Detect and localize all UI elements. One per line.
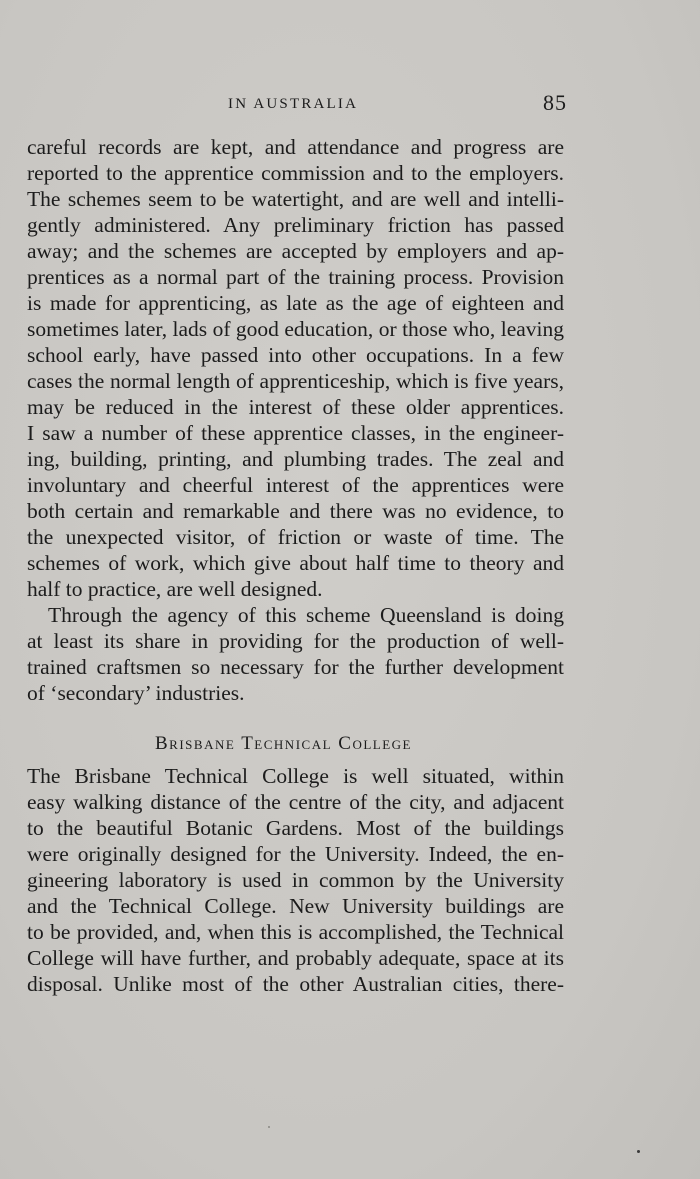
text-line: ing, building, printing, and plumbing trades. The zeal and [27,447,564,471]
running-head: IN AUSTRALIA [228,96,359,112]
text-line: sometimes later, lads of good education, or those who, leaving [27,317,564,341]
text-line: to be provided, and, when this is accomplished, the Technical [27,920,564,944]
text-line: gently administered. Any preliminary friction has passed [27,213,564,237]
section-heading: Brisbane Technical College [155,733,412,754]
text-line: gineering laboratory is used in common by the University [27,868,564,892]
text-line: The Brisbane Technical College is well situated, within [27,764,564,788]
text-line: were originally designed for the University. Indeed, the en- [27,842,564,866]
section-1-text [27,134,564,706]
text-line: the unexpected visitor, of friction or waste of time. The [27,525,564,549]
text-line: Through the agency of this scheme Queensland is doing [48,603,564,627]
text-line: away; and the schemes are accepted by employers and ap- [27,239,564,263]
text-line: I saw a number of these apprentice classes, in the engineer- [27,421,564,445]
text-line: may be reduced in the interest of these older apprentices. [27,395,564,419]
text-line: at least its share in providing for the production of well- [27,629,564,653]
text-line: trained craftsmen so necessary for the further development [27,655,564,679]
text-line: schemes of work, which give about half time to theory and [27,551,564,575]
text-line: careful records are kept, and attendance and progress are [27,135,564,159]
text-line: disposal. Unlike most of the other Australian cities, there- [27,972,564,996]
text-line: school early, have passed into other occupations. In a few [27,343,564,367]
text-line: is made for apprenticing, as late as the age of eighteen and [27,291,564,315]
text-line: easy walking distance of the centre of the city, and adjacent [27,790,564,814]
paper-speck [268,1126,270,1128]
text-line: half to practice, are well designed. [27,577,323,601]
page-number: 85 [543,90,567,115]
section-2-text [27,763,564,997]
text-line: College will have further, and probably adequate, space at its [27,946,564,970]
text-line: cases the normal length of apprenticeship, which is five years, [27,369,564,393]
text-line: involuntary and cheerful interest of the apprentices were [27,473,564,497]
text-line: to the beautiful Botanic Gardens. Most of the buildings [27,816,564,840]
text-line: prentices as a normal part of the training process. Provision [27,265,564,289]
text-line: both certain and remarkable and there was no evidence, to [27,499,564,523]
text-line: reported to the apprentice commission and to the employers. [27,161,564,185]
text-line: of ‘secondary’ industries. [27,681,245,705]
text-line: The schemes seem to be watertight, and are well and intelli- [27,187,564,211]
paper-speck [637,1150,640,1153]
text-line: and the Technical College. New University buildings are [27,894,564,918]
